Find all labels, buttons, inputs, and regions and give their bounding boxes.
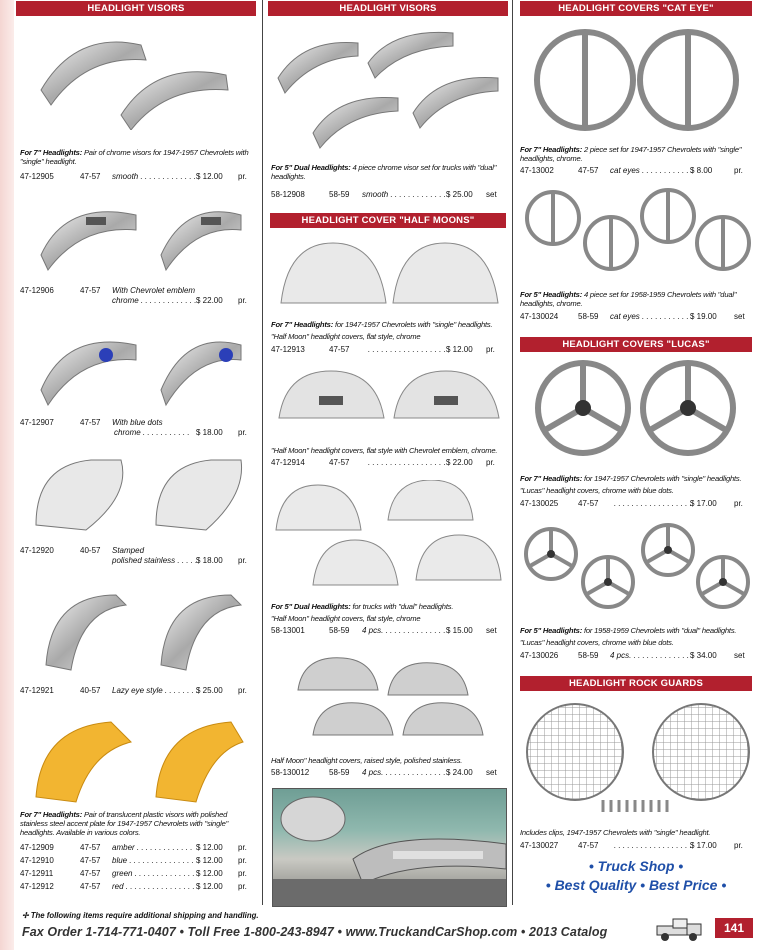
part-number: 47-12909 (20, 843, 54, 852)
column-covers (518, 0, 752, 908)
description: 4 pcs. . . . . . . . . . . . . . . (362, 768, 446, 777)
rock-guard-image (523, 700, 751, 820)
years: 58-59 (329, 626, 350, 635)
desc-lead: For 7" Headlights: (20, 810, 83, 819)
part-number: 47-12907 (20, 418, 54, 427)
description: With blue dots (112, 418, 163, 427)
years: 47-57 (80, 286, 101, 295)
price: $ 8.00 (690, 166, 713, 175)
section-header: HEADLIGHT COVERS "CAT EYE" (520, 1, 752, 16)
price: $ 18.00 (196, 556, 223, 565)
half-moon-raised-image (293, 655, 493, 740)
unit: set (734, 651, 745, 660)
part-number: 47-13002 (520, 166, 554, 175)
desc-text: Pair of translucent plastic visors with polished stainless steel accent plate for 1947-1957 Chevrolets with "single" headlights. Available in various colors. (20, 810, 229, 837)
product-row (16, 546, 256, 556)
column-visors-half-moons (268, 0, 508, 908)
description: chrome . . . . . . . . . . . . . (112, 296, 197, 305)
years: 47-57 (80, 418, 101, 427)
years: 58-59 (329, 190, 350, 199)
years: 47-57 (80, 843, 101, 852)
product-row (268, 458, 508, 468)
unit: pr. (486, 345, 495, 354)
contact-line: Fax Order 1-714-771-0407 • Toll Free 1-800-243-8947 • www.TruckandCarShop.com • 2013 Catalog (22, 925, 608, 939)
desc-text: for 1958-1959 Chevrolets with "dual" headlights. (582, 626, 737, 635)
truck-grille-illustration (273, 789, 506, 906)
product-row (16, 843, 256, 853)
page-number: 141 (715, 918, 753, 938)
unit: set (486, 768, 497, 777)
column-divider (262, 0, 263, 905)
unit: set (486, 626, 497, 635)
amber-plastic-visor-image (31, 712, 246, 807)
years: 47-57 (80, 856, 101, 865)
price: $ 17.00 (690, 499, 717, 508)
section-header: HEADLIGHT VISORS (268, 1, 508, 16)
desc-text: "Lucas" headlight covers, chrome with blue dots. (520, 638, 674, 647)
cat-eye-dual-image (523, 188, 751, 278)
truck-front-photo (272, 788, 507, 907)
product-row (16, 428, 256, 438)
description: blue . . . . . . . . . . . . . . . (112, 856, 194, 865)
years: 47-57 (329, 458, 350, 467)
price: $ 34.00 (690, 651, 717, 660)
part-number: 47-12910 (20, 856, 54, 865)
truck-icon (655, 916, 705, 942)
unit: pr. (734, 499, 743, 508)
desc-lead: For 5" Dual Headlights: (271, 602, 351, 611)
years: 40-57 (80, 546, 101, 555)
unit: pr. (238, 882, 247, 891)
years: 47-57 (329, 345, 350, 354)
price: $ 22.00 (446, 458, 473, 467)
half-moon-flat-image (278, 238, 503, 308)
product-row (268, 768, 508, 778)
unit: pr. (238, 296, 247, 305)
unit: pr. (238, 686, 247, 695)
product-row (518, 499, 752, 509)
price: $ 18.00 (196, 428, 223, 437)
product-row (16, 882, 256, 892)
desc-lead: For 7" Headlights: (20, 148, 83, 157)
chrome-visor-emblem-image (36, 195, 246, 275)
desc-lead: For 5" Dual Headlights: (271, 163, 351, 172)
price: $ 19.00 (690, 312, 717, 321)
lazy-eye-visor-image (31, 585, 246, 675)
description: red . . . . . . . . . . . . . . . . (112, 882, 195, 891)
half-moon-dual-image (273, 480, 503, 590)
page-edge-tint (0, 0, 14, 950)
description: chrome . . . . . . . . . . . (114, 428, 190, 437)
description: 4 pcs. . . . . . . . . . . . . . . (362, 626, 446, 635)
price: $ 22.00 (196, 296, 223, 305)
product-row (16, 556, 256, 566)
desc-text: "Lucas" headlight covers, chrome with blue dots. (520, 486, 674, 495)
description: Lazy eye style . . . . . . . . (112, 686, 199, 695)
half-moon-emblem-image (276, 368, 504, 423)
desc-text: 4 piece chrome visor set for trucks with "dual" headlights. (271, 163, 497, 181)
part-number: 47-12905 (20, 172, 54, 181)
desc-text: for 1947-1957 Chevrolets with "single" headlights. (333, 320, 493, 329)
unit: pr. (238, 869, 247, 878)
unit: pr. (238, 856, 247, 865)
unit: pr. (238, 843, 247, 852)
description: . . . . . . . . . . . . . . . . . . (614, 841, 692, 850)
years: 47-57 (578, 166, 599, 175)
part-number: 47-130027 (520, 841, 559, 850)
part-number: 47-12912 (20, 882, 54, 891)
part-number: 47-12921 (20, 686, 54, 695)
unit: pr. (734, 841, 743, 850)
description: . . . . . . . . . . . . . . . . . . (614, 499, 692, 508)
description: polished stainless . . . . . (112, 556, 198, 565)
section-header: HEADLIGHT COVER "HALF MOONS" (270, 213, 506, 228)
section-header: HEADLIGHT COVERS "LUCAS" (520, 337, 752, 352)
desc-lead: For 7" Headlights: (271, 320, 334, 329)
slogan-truck-shop: • Truck Shop • (588, 858, 684, 874)
desc-text: for trucks with "dual" headlights. (350, 602, 454, 611)
price: $ 12.00 (446, 345, 473, 354)
price: $ 25.00 (446, 190, 473, 199)
years: 58-59 (329, 768, 350, 777)
product-row (518, 651, 752, 661)
years: 47-57 (80, 869, 101, 878)
years: 47-57 (80, 172, 101, 181)
dual-visor-set-image (273, 28, 503, 153)
slogan-quality: • Best Quality • Best Price • (545, 877, 727, 893)
part-number: 58-13001 (271, 626, 305, 635)
column-divider (512, 0, 513, 905)
product-row (16, 296, 256, 306)
chrome-visor-smooth-image (36, 20, 236, 130)
description: . . . . . . . . . . . . . . . . . . (368, 345, 446, 354)
description: amber . . . . . . . . . . . . . (112, 843, 193, 852)
product-row (268, 190, 508, 200)
description: . . . . . . . . . . . . . . . . . . (368, 458, 446, 467)
shipping-note: ✢ The following items require additional shipping and handling. (22, 911, 259, 920)
years: 47-57 (578, 499, 599, 508)
price: $ 17.00 (690, 841, 717, 850)
part-number: 47-130025 (520, 499, 559, 508)
stainless-visor-stamped-image (31, 455, 246, 535)
product-row (268, 626, 508, 636)
part-number: 47-12913 (271, 345, 305, 354)
desc-text: "Half Moon" headlight covers, flat style, chrome (271, 332, 421, 341)
section-header: HEADLIGHT ROCK GUARDS (520, 676, 752, 691)
desc-text: 2 piece set for 1947-1957 Chevrolets with "single" headlights, chrome. (520, 145, 742, 163)
lucas-dual-image (523, 522, 751, 614)
product-row (16, 172, 256, 182)
unit: set (734, 312, 745, 321)
desc-lead: For 5" Headlights: (520, 290, 583, 299)
price: $ 12.00 (196, 843, 223, 852)
product-row (16, 856, 256, 866)
years: 40-57 (80, 686, 101, 695)
product-row (518, 312, 752, 322)
product-row (518, 841, 752, 851)
product-row (16, 286, 256, 296)
product-row (16, 869, 256, 879)
section-header: HEADLIGHT VISORS (16, 1, 256, 16)
price: $ 12.00 (196, 869, 223, 878)
years: 58-59 (578, 312, 599, 321)
desc-text: "Half Moon" headlight covers, flat style, chrome (271, 614, 421, 623)
unit: pr. (486, 458, 495, 467)
description: smooth . . . . . . . . . . . . . (362, 190, 447, 199)
part-number: 47-12911 (20, 869, 54, 878)
description: 4 pcs. . . . . . . . . . . . . . . (610, 651, 694, 660)
desc-text: "Half Moon" headlight covers, flat style with Chevrolet emblem, chrome. (271, 446, 498, 455)
product-row (16, 418, 256, 428)
price: $ 25.00 (196, 686, 223, 695)
unit: set (486, 190, 497, 199)
description: smooth . . . . . . . . . . . . . (112, 172, 197, 181)
desc-lead: For 7" Headlights: (520, 145, 583, 154)
desc-text: Includes clips, 1947-1957 Chevrolets with "single" headlight. (520, 828, 711, 837)
part-number: 47-130024 (520, 312, 559, 321)
cat-eye-cover-image (533, 25, 743, 135)
desc-text: for 1947-1957 Chevrolets with "single" headlights. (582, 474, 742, 483)
years: 58-59 (578, 651, 599, 660)
column-headlight-visors (16, 0, 256, 908)
price: $ 12.00 (196, 882, 223, 891)
part-number: 47-12906 (20, 286, 54, 295)
chrome-visor-blue-dot-image (36, 325, 246, 410)
unit: pr. (238, 428, 247, 437)
description: With Chevrolet emblem (112, 286, 196, 295)
years: 47-57 (80, 882, 101, 891)
description: Stamped (112, 546, 145, 555)
price: $ 15.00 (446, 626, 473, 635)
years: 47-57 (578, 841, 599, 850)
description: cat eyes . . . . . . . . . . . . (610, 312, 694, 321)
part-number: 47-12914 (271, 458, 305, 467)
unit: pr. (238, 556, 247, 565)
price: $ 24.00 (446, 768, 473, 777)
desc-text: 4 piece set for 1958-1959 Chevrolets with "dual" headlights, chrome. (520, 290, 737, 308)
unit: pr. (734, 166, 743, 175)
product-row (16, 686, 256, 696)
part-number: 47-12920 (20, 546, 54, 555)
desc-text: Pair of chrome visors for 1947-1957 Chevrolets with "single" headlight. (20, 148, 249, 166)
price: $ 12.00 (196, 856, 223, 865)
price: $ 12.00 (196, 172, 223, 181)
description: green . . . . . . . . . . . . . . (112, 869, 195, 878)
part-number: 58-12908 (271, 190, 305, 199)
part-number: 47-130026 (520, 651, 559, 660)
desc-lead: For 5" Headlights: (520, 626, 583, 635)
desc-text: Half Moon" headlight covers, raised style, polished stainless. (271, 756, 463, 765)
description: cat eyes . . . . . . . . . . . . (610, 166, 694, 175)
product-row (518, 166, 752, 176)
product-row (268, 345, 508, 355)
desc-lead: For 7" Headlights: (520, 474, 583, 483)
unit: pr. (238, 172, 247, 181)
part-number: 58-130012 (271, 768, 310, 777)
lucas-cover-image (533, 358, 743, 458)
